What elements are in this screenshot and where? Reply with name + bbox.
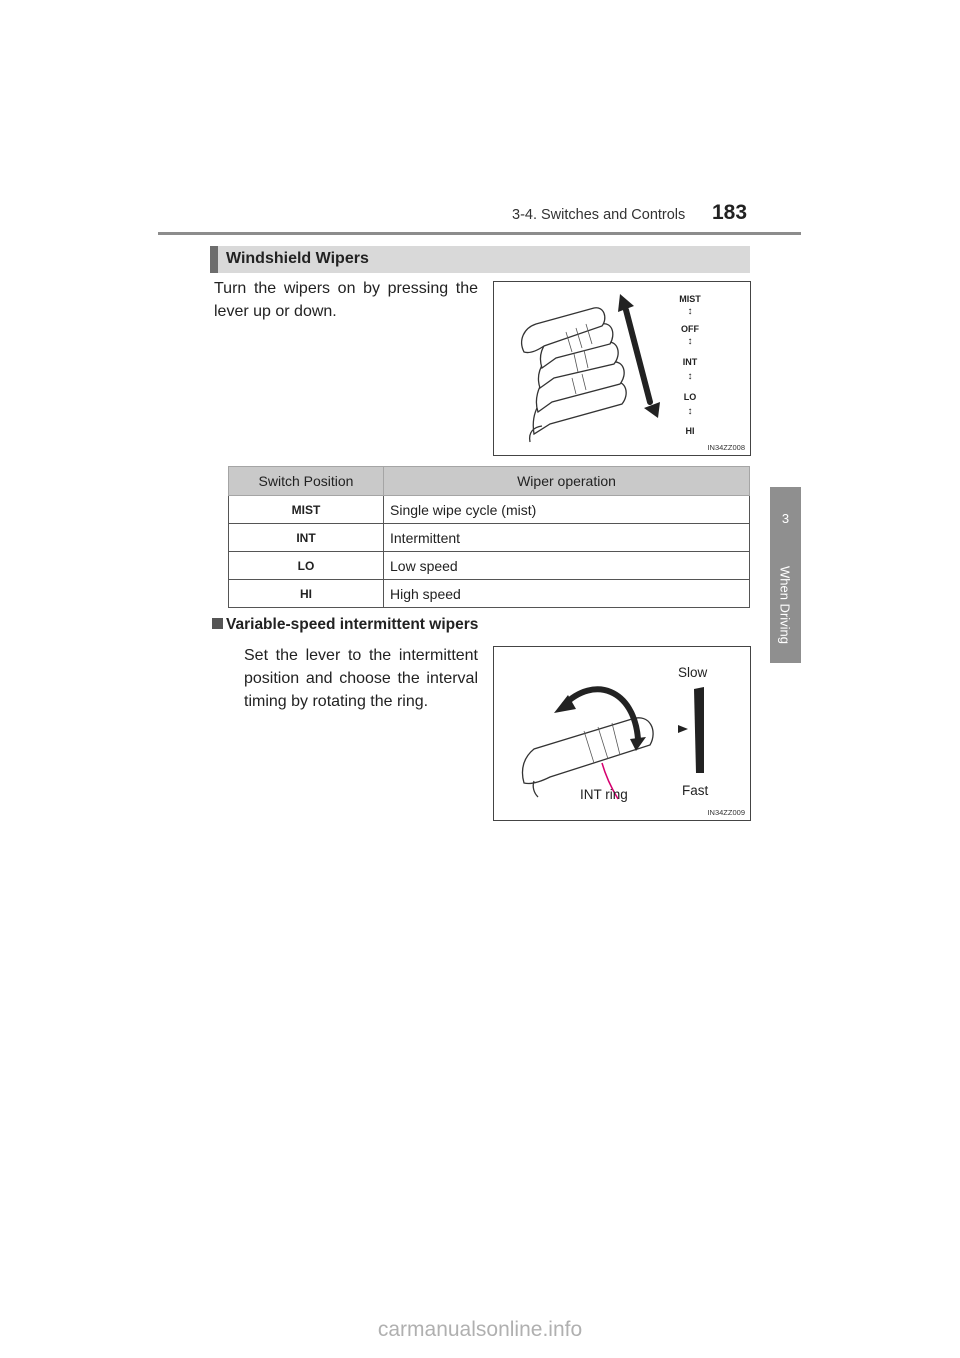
section-title: Windshield Wipers <box>226 250 369 267</box>
switch-position-cell: MIST <box>229 496 384 524</box>
column-header: Switch Position <box>229 467 384 496</box>
arrow-icon: ↕ <box>687 371 693 382</box>
position-label-int: INT <box>682 357 698 367</box>
section-heading-bar <box>210 246 218 273</box>
switch-position-cell: HI <box>229 580 384 608</box>
subsection-paragraph: Set the lever to the intermittent position and choose the interval timing by rotating the ring. <box>244 647 478 710</box>
switch-position-table <box>228 466 750 608</box>
table-header-row <box>229 467 750 496</box>
figure-code: IN34ZZ009 <box>707 808 745 817</box>
wiper-lever-illustration <box>494 282 750 455</box>
chapter-label: When Driving <box>777 565 793 645</box>
page-number: 183 <box>712 201 748 224</box>
position-label-off: OFF <box>681 324 699 334</box>
table-row <box>229 552 750 580</box>
intro-paragraph: Turn the wipers on by pressing the lever up or down. <box>214 280 478 320</box>
chapter-number: 3 <box>781 511 790 526</box>
arrow-icon: ↕ <box>687 306 693 317</box>
arrow-icon: ↕ <box>687 336 693 347</box>
label-fast: Fast <box>682 783 709 798</box>
section-heading <box>210 246 750 273</box>
wiper-operation-cell: High speed <box>384 580 750 608</box>
position-label-hi: HI <box>685 426 695 436</box>
arrow-icon: ↕ <box>687 406 693 417</box>
position-label-mist: MIST <box>679 294 701 304</box>
subsection-title: Variable-speed intermittent wipers <box>226 616 479 633</box>
table-row <box>229 580 750 608</box>
switch-position-cell: LO <box>229 552 384 580</box>
table-row <box>229 524 750 552</box>
wiper-operation-cell: Single wipe cycle (mist) <box>384 496 750 524</box>
header-section: 3-4. Switches and Controls <box>512 207 686 223</box>
position-label-lo: LO <box>683 392 697 402</box>
wiper-operation-cell: Low speed <box>384 552 750 580</box>
label-int-ring: INT ring <box>580 787 628 802</box>
switch-position-cell: INT <box>229 524 384 552</box>
column-header: Wiper operation <box>384 467 750 496</box>
square-bullet-icon <box>212 618 223 629</box>
wiper-operation-cell: Intermittent <box>384 524 750 552</box>
figure-wiper-lever-positions <box>493 281 751 456</box>
label-slow: Slow <box>678 665 708 680</box>
figure-code: IN34ZZ008 <box>707 443 745 452</box>
figure-int-ring <box>493 646 751 821</box>
subsection-heading <box>212 616 478 634</box>
footer-watermark: carmanualsonline.info <box>377 1318 583 1341</box>
table-row <box>229 496 750 524</box>
header-rule <box>158 232 801 235</box>
